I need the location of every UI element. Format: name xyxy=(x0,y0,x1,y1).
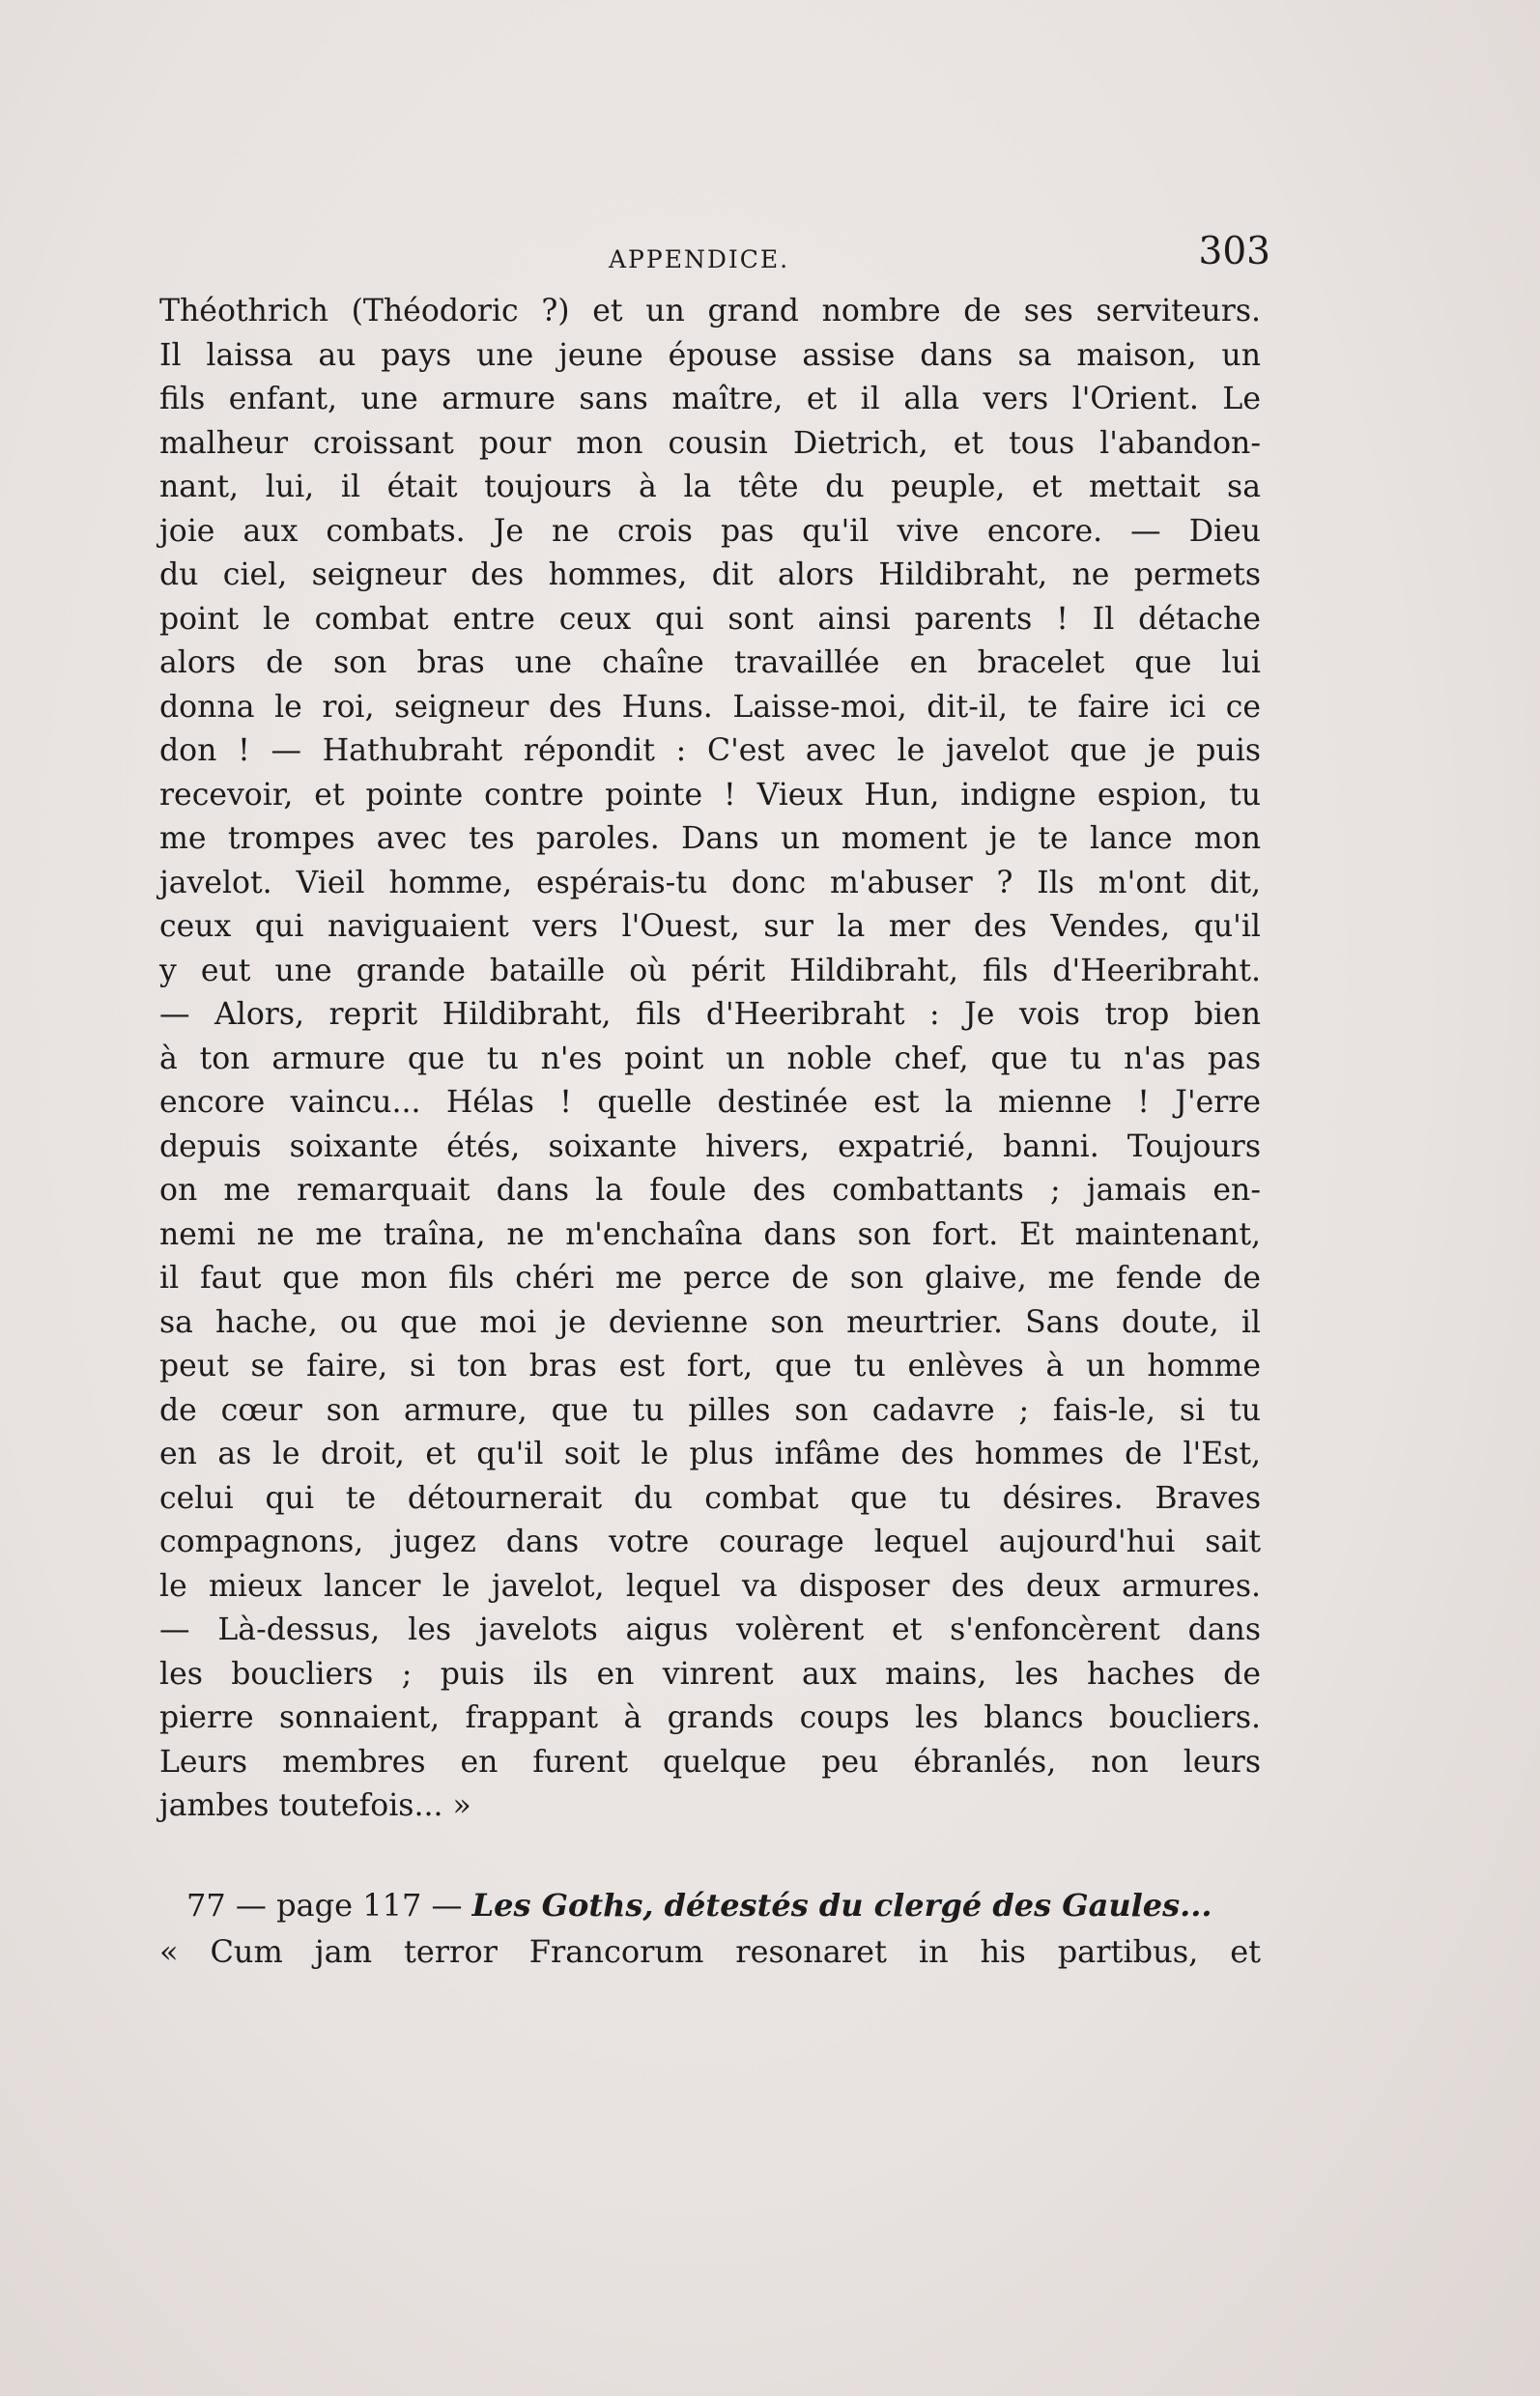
text-line: nemi ne me traîna, ne m'enchaîna dans son fort. Et maintenant, xyxy=(159,1216,1261,1252)
text-line: sa hache, ou que moi je devienne son meurtrier. Sans doute, il xyxy=(159,1304,1261,1340)
text-line: — Là-dessus, les javelots aigus volèrent et s'enfoncèrent dans xyxy=(159,1612,1261,1647)
text-line: en as le droit, et qu'il soit le plus infâme des hommes de l'Est, xyxy=(159,1437,1261,1471)
text-line: point le combat entre ceux qui sont ainsi parents ! Il détache xyxy=(159,601,1261,637)
text-line: malheur croissant pour mon cousin Dietrich, et tous l'abandon- xyxy=(159,425,1261,461)
text-line: donna le roi, seigneur des Huns. Laisse-moi, dit-il, te faire ici ce xyxy=(159,689,1261,725)
endnote-quote: « Cum jam terror Francorum resonaret in his partibus, et xyxy=(159,1933,1261,1970)
endnote-number: 77 xyxy=(186,1887,226,1924)
text-line: le mieux lancer le javelot, lequel va disposer des deux armures. xyxy=(159,1568,1261,1604)
text-line: nant, lui, il était toujours à la tête du peuple, et mettait sa xyxy=(159,470,1261,504)
text-line: celui qui te détournerait du combat que tu désires. Braves xyxy=(159,1480,1261,1516)
text-line: recevoir, et pointe contre pointe ! Vieux Hun, indigne espion, tu xyxy=(159,777,1261,813)
text-line: on me remarquait dans la foule des combattants ; jamais en- xyxy=(159,1173,1261,1208)
body-text xyxy=(159,290,1261,1829)
text-line: encore vaincu... Hélas ! quelle destinée est la mienne ! J'erre xyxy=(159,1085,1261,1120)
text-line: ceux qui naviguaient vers l'Ouest, sur la mer des Vendes, qu'il xyxy=(159,909,1261,944)
text-line: — Alors, reprit Hildibraht, fils d'Heeribraht : Je vois trop bien xyxy=(159,997,1261,1032)
text-line: du ciel, seigneur des hommes, dit alors Hildibraht, ne permets xyxy=(159,557,1261,592)
text-line: peut se faire, si ton bras est fort, que tu enlèves à un homme xyxy=(159,1349,1261,1383)
text-line: à ton armure que tu n'es point un noble chef, que tu n'as pas xyxy=(159,1041,1261,1076)
endnote-page-ref: — page 117 — xyxy=(235,1887,463,1924)
text-line: joie aux combats. Je ne crois pas qu'il vive encore. — Dieu xyxy=(159,513,1261,549)
endnote-heading xyxy=(159,1882,1261,1928)
text-line: Leurs membres en furent quelque peu ébranlés, non leurs xyxy=(159,1744,1261,1780)
endnote-title: Les Goths, détestés du clergé des Gaules... xyxy=(471,1887,1212,1924)
text-line: me trompes avec tes paroles. Dans un moment je te lance mon xyxy=(159,821,1261,856)
text-line: les boucliers ; puis ils en vinrent aux mains, les haches de xyxy=(159,1656,1261,1692)
text-line: jambes toutefois... » xyxy=(159,1788,471,1823)
text-line: don ! — Hathubraht répondit : C'est avec le javelot que je puis xyxy=(159,733,1261,768)
endnote xyxy=(159,1882,1261,1975)
page-header xyxy=(159,230,1270,278)
text-line: alors de son bras une chaîne travaillée en bracelet que lui xyxy=(159,645,1261,680)
running-head: APPENDICE. xyxy=(609,245,790,273)
text-line: fils enfant, une armure sans maître, et il alla vers l'Orient. Le xyxy=(159,382,1261,416)
text-line: depuis soixante étés, soixante hivers, expatrié, banni. Toujours xyxy=(159,1128,1261,1164)
text-line: il faut que mon fils chéri me perce de son glaive, me fende de xyxy=(159,1261,1261,1296)
page-number: 303 xyxy=(1198,230,1270,273)
text-line: de cœur son armure, que tu pilles son cadavre ; fais-le, si tu xyxy=(159,1392,1261,1428)
text-line: y eut une grande bataille où périt Hildibraht, fils d'Heeribraht. xyxy=(159,953,1261,988)
text-line: compagnons, jugez dans votre courage lequel aujourd'hui sait xyxy=(159,1525,1261,1559)
text-line: Théothrich (Théodoric ?) et un grand nombre de ses serviteurs. xyxy=(159,294,1261,328)
text-line: Il laissa au pays une jeune épouse assise dans sa maison, un xyxy=(159,337,1261,373)
text-line: javelot. Vieil homme, espérais-tu donc m'abuser ? Ils m'ont dit, xyxy=(159,865,1261,900)
text-line: pierre sonnaient, frappant à grands coups les blancs boucliers. xyxy=(159,1700,1261,1735)
